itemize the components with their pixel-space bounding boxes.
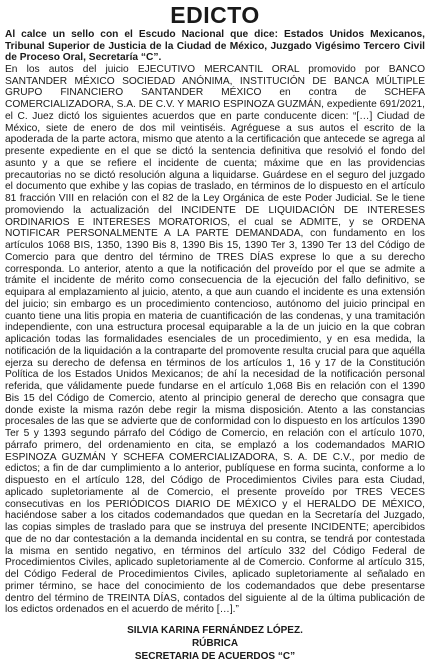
signature-block [5,624,425,663]
rubrica-label: RÚBRICA [191,638,239,650]
document-title: EDICTO [170,2,260,28]
seal-header: Al calce un sello con el Escudo Nacional que dice: Estados Unidos Mexicanos, Tribunal Superior de Justicia de la Ciudad de México, Juzgado Vigésimo Tercero Civil de Proceso Oral, Secretaría “C”. [5,29,425,64]
signatory-name: SILVIA KARINA FERNÁNDEZ LÓPEZ. [127,625,303,637]
edict-body: En los autos del juicio EJECUTIVO MERCANTIL ORAL promovido por BANCO SANTANDER MÉXICO SOCIEDAD ANÓNIMA, INSTITUCIÓN DE BANCA MÚLTIPLE GRUPO FINANCIERO SANTANDER MÉXICO en contra de SCHEFA COMERCIALIZADORA, S.A. DE C.V. Y MARIO ESPINOZA GUZMÁN, expediente 691/2021, el C. Juez dictó los siguientes acuerdos que en parte conducente dicen: “[…] Ciudad de México, siete de enero de dos mil veintiséis. Agréguese a sus autos el escrito de la apoderada de la parte actora, mismo que atento a la certificación que antecede se agrega al presente expediente en el que se dictó la sentencia definitiva que resolvió el fondo del asunto y a que se refiere el incidente de cuenta; máxime que en las providencias precautorias no se dictó resolución alguna a liquidarse. Guárdese en el seguro del juzgado el documento que exhibe y las copias de traslado, en términos de lo dispuesto en el artículo 81 fracción VIII en relación con el 82 de la Ley Orgánica de este Poder Judicial. Se le tiene promoviendo la actualización del INCIDENTE DE LIQUIDACIÓN DE INTERESES ORDINARIOS E INTERESES MORATORIOS, el cual se ADMITE, y se ORDENA NOTIFICAR PERSONALMENTE A LA PARTE DEMANDADA, con fundamento en los artículos 1068 BIS, 1350, 1390 Bis 8, 1390 Bis 15, 1390 Ter 3, 1390 Ter 13 del Código de Comercio para que dentro del término de TRES DÍAS exprese lo que a su derecho corresponda. Lo anterior, atento a que la notificación del proveído por el que se admite a trámite el incidente de mérito como consecuencia de la ejecución del fallo definitivo, se equipara al emplazamiento al juicio, atento, a que aun cuando el incidente es una extensión del juicio; sin embargo es un procedimiento contencioso, autónomo del juicio principal en cuanto tiene una litis propia en materia de cuantificación de las condenas, y una tramitación independiente, con una estructura procesal equiparable a la de un juicio en la que cobran aplicación todas las formalidades esenciales de un procedimiento, y en esa medida, la notificación de la liquidación a la contraparte del promovente resulta crucial para que aquélla ejerza su derecho de defensa en términos de los artículos 1, 16 y 17 de la Constitución Política de los Estados Unidos Mexicanos; de ahí la necesidad de la notificación personal referida, que válidamente puede fundarse en el artículo 1,068 Bis en relación con el 1390 Bis 15 del Código de Comercio, atento al principio general de derecho que consagra que donde existe la misma razón debe regir la misma disposición. Atento a las constancias procesales de las que se advierte que de conformidad con lo dispuesto en los artículos 1390 Ter 5 y 1393 segundo párrafo del Código de Comercio, en relación con el artículo 1070, párrafo primero, del ordenamiento en cita, se emplazó a los codemandados MARIO ESPINOZA GUZMÁN Y SCHEFA COMERCIALIZADORA, S. A. DE C.V., por medio de edictos; a fin de dar cumplimiento a lo anterior, publíquese en forma sucinta, conforme a lo dispuesto en el artículo 128, del Código de Procedimientos Civiles para esta Ciudad, aplicado supletoriamente al de Comercio, el presente proveído por TRES VECES consecutivas en los PERIÓDICOS DIARIO DE MÉXICO y el HERALDO DE MÉXICO, haciéndose saber a los citados codemandados que quedan en la Secretaría del Juzgado, las copias simples de traslado para que se instruya del presente INCIDENTE; apercibidos que de no dar contestación a la demanda incidental en su contra, se tendrá por contestada la misma en sentido negativo, en términos del artículo 332 del Código Federal de Procedimientos Civiles, aplicado supletoriamente al de Comercio. Conforme al artículo 315, del Código Federal de Procedimientos Civiles, aplicado supletoriamente al señalado en primer término, se hace del conocimiento de los codemandados que debe presentarse dentro del término de TREINTA DÍAS, contados del siguiente al de la última publicación de los edictos ordenados en el acuerdo de mérito […].” [5,63,425,616]
signatory-position: SECRETARIA DE ACUERDOS “C” [134,651,296,663]
